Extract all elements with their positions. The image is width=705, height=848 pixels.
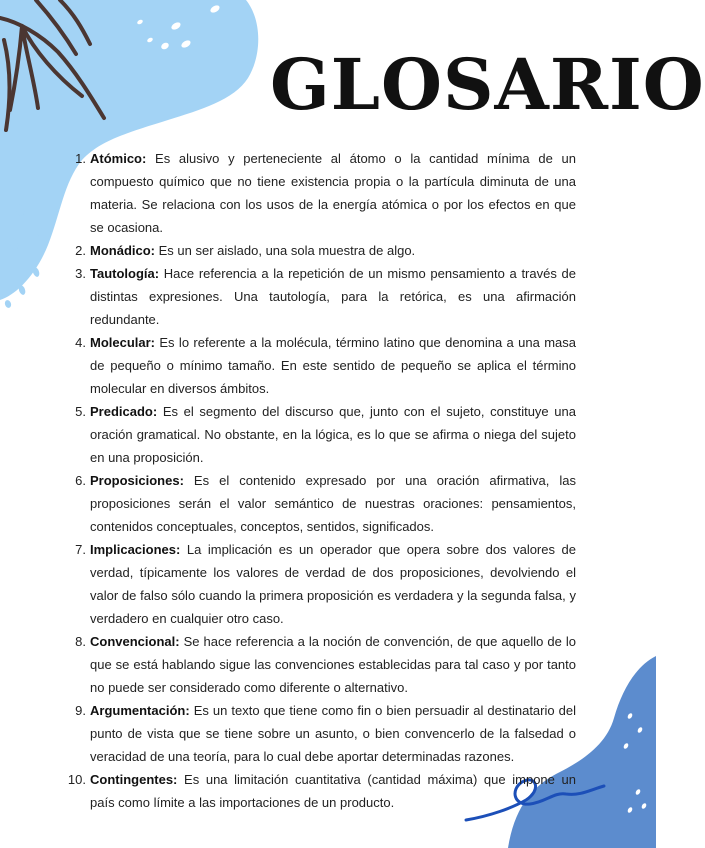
entry-definition: Se hace referencia a la noción de convención, de que aquello de lo que se está hablando sigue las convenciones establecidas para tal caso y por tanto no puede ser considerado como diferente o alternativo. — [90, 634, 576, 695]
entry-term: Predicado: — [90, 404, 158, 419]
glossary-list — [68, 147, 576, 814]
entry-definition: Es alusivo y perteneciente al átomo o la cantidad mínima de un compuesto químico que no tiene existencia propia o la partícula diminuta de una materia. Se relaciona con los usos de la energía atómica o por los efectos en que se ocasiona. — [90, 151, 576, 235]
entry-term: Implicaciones: — [90, 542, 181, 557]
entry-definition: La implicación es un operador que opera sobre dos valores de verdad, típicamente los valores de verdad de dos proposiciones, devolviendo el valor de falso sólo cuando la primera proposición es verdadera y la segunda falsa, y verdadero en cualquier otro caso. — [90, 542, 576, 626]
entry-number: 8. — [75, 634, 86, 649]
entry-definition: Es un ser aislado, una sola muestra de algo. — [158, 243, 416, 258]
entry-term: Argumentación: — [90, 703, 190, 718]
entry-term: Proposiciones: — [90, 473, 184, 488]
glossary-entry — [68, 630, 576, 699]
glossary-entry — [68, 400, 576, 469]
glossary-entry — [68, 469, 576, 538]
entry-term: Tautología: — [90, 266, 160, 281]
glossary-entry — [68, 331, 576, 400]
entry-number: 10. — [67, 772, 86, 787]
entry-term: Atómico: — [90, 151, 147, 166]
entry-definition: Es una limitación cuantitativa (cantidad máxima) que impone un país como límite a las importaciones de un producto. — [90, 772, 576, 810]
entry-definition: Es lo referente a la molécula, término latino que denomina a una masa de pequeño o mínimo tamaño. En este sentido de pequeño se aplica el término molecular en diversos ámbitos. — [90, 335, 576, 396]
entry-definition: Es el contenido expresado por una oración afirmativa, las proposiciones serán el valor semántico de nuestras oraciones: pensamientos, contenidos conceptuales, conceptos, sentidos, significados. — [90, 473, 576, 534]
entry-number: 3. — [75, 266, 86, 281]
entry-term: Monádico: — [90, 243, 155, 258]
glossary-entry — [68, 262, 576, 331]
entry-definition: Es un texto que tiene como fin o bien persuadir al destinatario del punto de vista que se tiene sobre un asunto, o bien convencerlo de la falsedad o veracidad de una teoría, para lo cual debe aportar determinadas razones. — [90, 703, 576, 764]
glossary-entry — [68, 699, 576, 768]
entry-definition: Es el segmento del discurso que, junto con el sujeto, constituye una oración gramatical. No obstante, en la lógica, es lo que se afirma o niega del sujeto en una proposición. — [90, 404, 576, 465]
glossary-entry — [68, 239, 576, 262]
entry-number: 6. — [75, 473, 86, 488]
entry-term: Contingentes: — [90, 772, 178, 787]
entry-number: 9. — [75, 703, 86, 718]
entry-number: 7. — [75, 542, 86, 557]
page-title: GLOSARIO — [270, 43, 705, 126]
entry-number: 5. — [75, 404, 86, 419]
entry-definition: Hace referencia a la repetición de un mismo pensamiento a través de distintas expresiones. Una tautología, para la retórica, es una afirmación redundante. — [90, 266, 576, 327]
entry-term: Convencional: — [90, 634, 180, 649]
entry-number: 2. — [75, 243, 86, 258]
glossary-entry — [68, 538, 576, 630]
entry-term: Molecular: — [90, 335, 156, 350]
entry-number: 4. — [75, 335, 86, 350]
glossary-entry — [68, 147, 576, 239]
glossary-entry — [68, 768, 576, 814]
entry-number: 1. — [75, 151, 86, 166]
